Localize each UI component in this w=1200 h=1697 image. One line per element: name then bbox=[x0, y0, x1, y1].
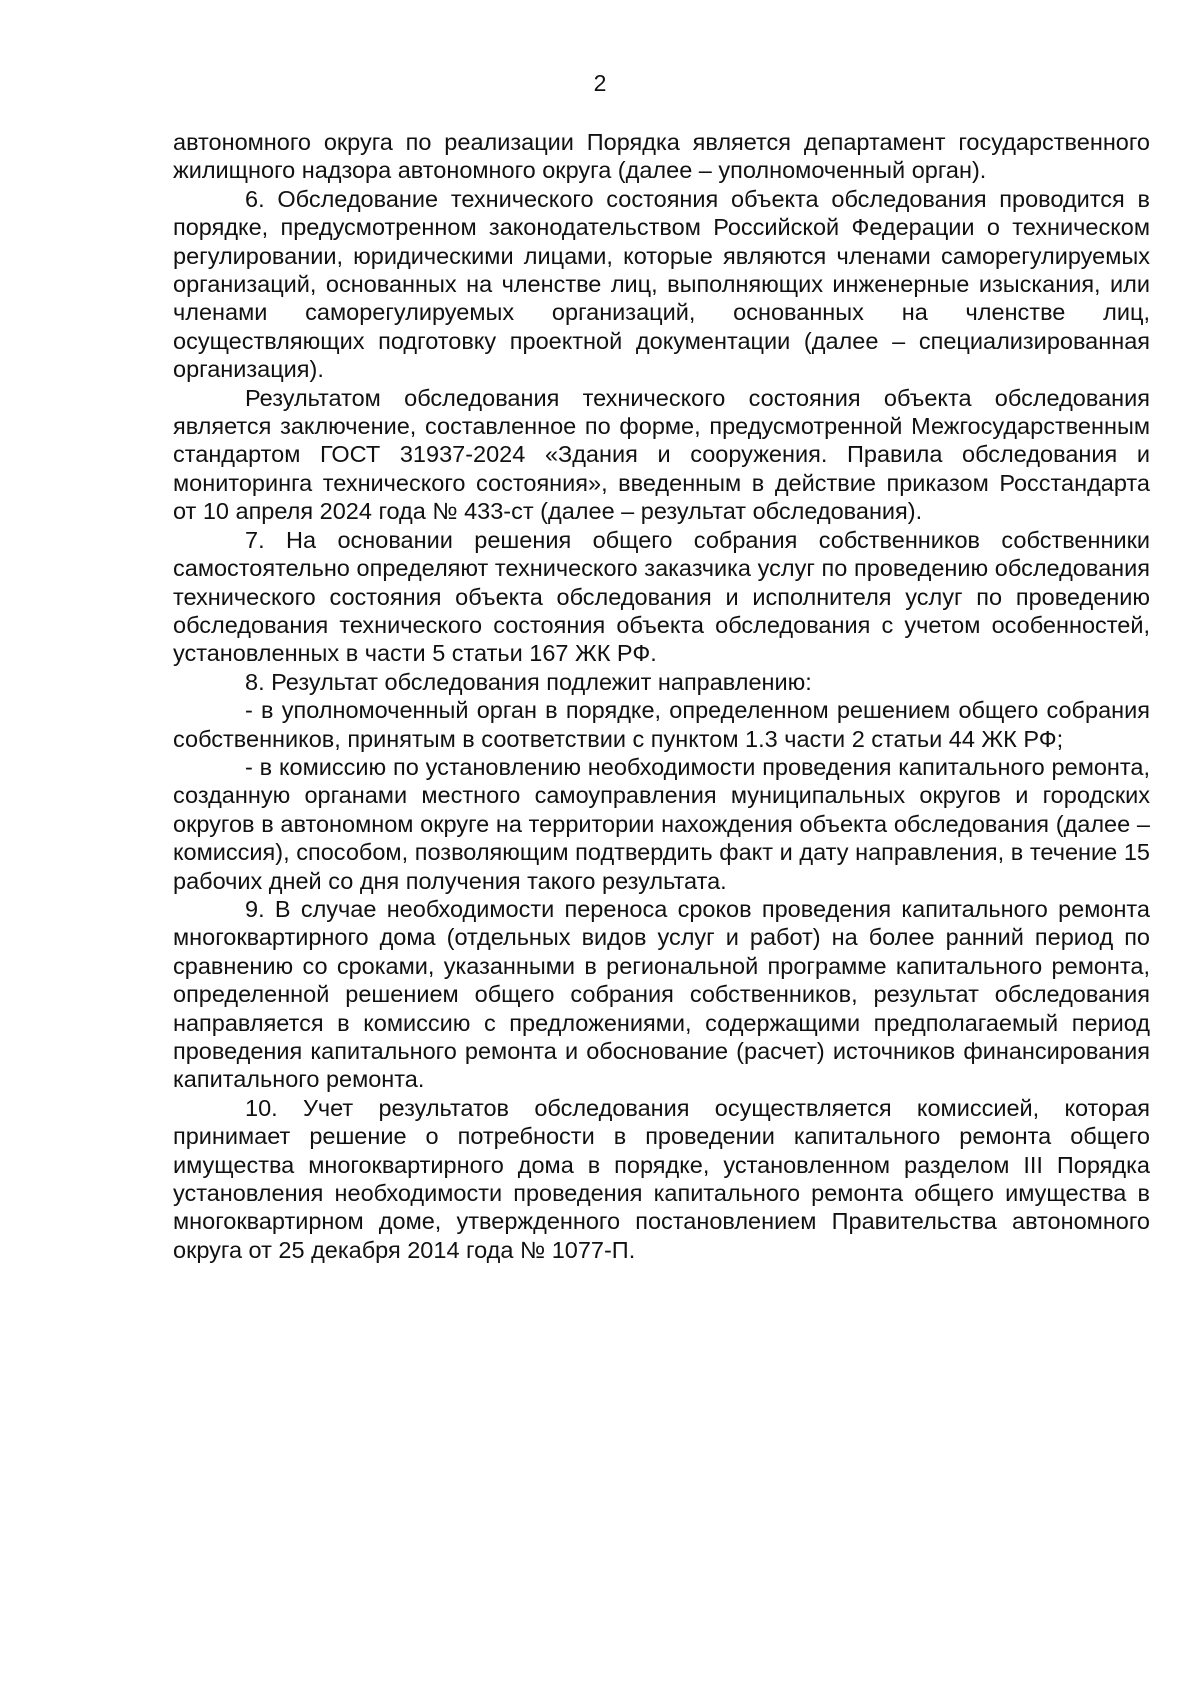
paragraph: 6. Обследование технического состояния объекта обследования проводится в порядке, предусмотренном законодательством Российской Федерации о техническом регулировании, юридическими лицами, которые являются членами саморегулируемых организаций, основанных на членстве лиц, выполняющих инженерные изыскания, или членами саморегулируемых организаций, основанных на членстве лиц, осуществляющих подготовку проектной документации (далее – специализированная организация). bbox=[173, 185, 1150, 383]
paragraph: 8. Результат обследования подлежит направлению: bbox=[245, 668, 812, 695]
paragraph: 10. Учет результатов обследования осуществляется комиссией, которая принимает решение о потребности в проведении капитального ремонта общего имущества многоквартирного дома в порядке, установленном разделом III Порядка установления необходимости проведения капитального ремонта общего имущества в многоквартирном доме, утвержденного постановлением Правительства автономного округа от 25 декабря 2014 года № 1077-П. bbox=[173, 1094, 1150, 1263]
paragraph: автономного округа по реализации Порядка является департамент государственного жилищного надзора автономного округа (далее – уполномоченный орган). bbox=[173, 129, 1150, 184]
paragraph: Результатом обследования технического состояния объекта обследования является заключение, составленное по форме, предусмотренной Межгосударственным стандартом ГОСТ 31937-2024 «Здания и сооружения. Правила обследования и мониторинга технического состояния», введенным в действие приказом Росстандарта от 10 апреля 2024 года № 433-ст (далее – результат обследования). bbox=[173, 384, 1150, 525]
paragraph: - в уполномоченный орган в порядке, определенном решением общего собрания собственников, принятым в соответствии с пунктом 1.3 части 2 статьи 44 ЖК РФ; bbox=[173, 697, 1150, 752]
paragraph: - в комиссию по установлению необходимости проведения капитального ремонта, созданную органами местного самоуправления муниципальных округов и городских округов в автономном округе на территории нахождения объекта обследования (далее – комиссия), способом, позволяющим подтвердить факт и дату направления, в течение 15 рабочих дней со дня получения такого результата. bbox=[173, 753, 1150, 894]
paragraph: 7. На основании решения общего собрания собственников собственники самостоятельно определяют технического заказчика услуг по проведению обследования технического состояния объекта обследования и исполнителя услуг по проведению обследования технического состояния объекта обследования с учетом особенностей, установленных в части 5 статьи 167 ЖК РФ. bbox=[173, 526, 1150, 667]
page-number: 2 bbox=[593, 70, 607, 96]
document-body bbox=[173, 128, 1150, 1264]
paragraph: 9. В случае необходимости переноса сроков проведения капитального ремонта многоквартирного дома (отдельных видов услуг и работ) на более ранний период по сравнению со сроками, указанными в региональной программе капитального ремонта, определенной решением общего собрания собственников, результат обследования направляется в комиссию с предложениями, содержащими предполагаемый период проведения капитального ремонта и обоснование (расчет) источников финансирования капитального ремонта. bbox=[173, 895, 1150, 1093]
